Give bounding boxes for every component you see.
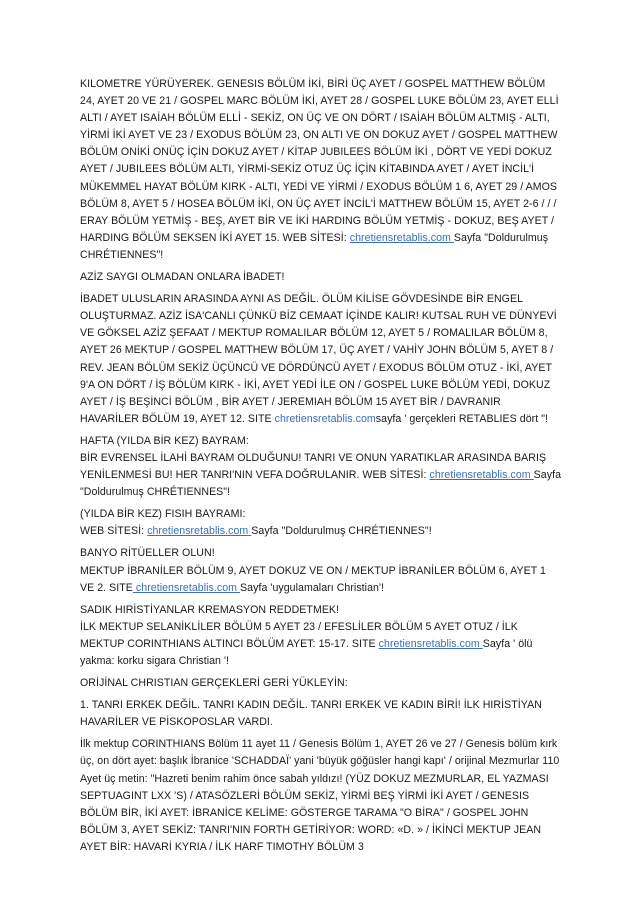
paragraph-text: SADIK HIRİSTİYANLAR KREMASYON REDDETMEK! İLK MEKTUP SELANİKLİLER BÖLÜM 5 AYET 23 / EFESLİLER BÖLÜM 5 AYET OTUZ / İLK MEKTUP CORINTHIANS ALTINCI BÖLÜM AYET: 15-17. SITE [80, 603, 518, 650]
paragraph-cremation [80, 602, 562, 670]
paragraph-text: ORİJİNAL CHRISTIAN GERÇEKLERİ GERİ YÜKLEYİN: [80, 677, 348, 690]
paragraph-text-tail: Sayfa "Doldurulmuş CHRÉTIENNES"! [80, 231, 549, 261]
paragraph-heading-saints [80, 269, 562, 286]
paragraph-text: (YILDA BİR KEZ) FISIH BAYRAMI: WEB SİTESİ: [80, 508, 246, 538]
website-link[interactable]: chretiensretablis.com [274, 412, 376, 425]
website-link[interactable]: chretiensretablis.com [132, 581, 241, 594]
website-link[interactable]: chretiensretablis.com [349, 231, 454, 244]
document-body [80, 76, 562, 861]
website-link[interactable]: chretiensretablis.com [147, 525, 252, 538]
paragraph-text-tail: sayfa ' gerçekleri RETABLIES dört "! [375, 412, 549, 425]
paragraph-passover [80, 506, 562, 540]
paragraph-heading-restore [80, 675, 562, 692]
website-link[interactable]: chretiensretablis.com [429, 469, 534, 482]
paragraph-text-tail: Sayfa "Doldurulmuş CHRÉTIENNES"! [80, 469, 562, 499]
paragraph-text-tail: Sayfa "Doldurulmuş CHRÉTIENNES"! [251, 525, 432, 538]
paragraph-bath-rituals [80, 545, 562, 596]
paragraph-text: AZİZ SAYGI OLMADAN ONLARA İBADET! [80, 271, 285, 284]
paragraph-text: İlk mektup CORINTHIANS Bölüm 11 ayet 11 / Genesis Bölüm 1, AYET 26 ve 27 / Genesis bölüm kırk üç, on dört ayet: başlık İbranice 'SCHADDAÏ' yani 'büyük göğüsler hangi kapı' / orijinal Mezmurlar 110 Ayet üç metin: "Hazreti benim rahim önce sabah yıldızı! (YÜZ DOKUZ MEZMURLAR, EL YAZMASI SEPTUAGINT LXX 'S) / ATASÖZLERİ BÖLÜM SEKİZ, YİRMİ BEŞ YİRMİ İKİ AYET / GENESIS BÖLÜM BİR, İKİ AYET: İBRANİCE KELİME: GÖSTERGE TARAMA "O BİRA" / GOSPEL JOHN BÖLÜM 3, AYET SEKİZ: TANRI'NIN FORTH GETİRİYOR: WORD: «D. » / İKİNCİ MEKTUP JEAN AYET BİR: HAVARİ KYRIA / İLK HARF TIMOTHY BÖLÜM 3 [80, 738, 560, 853]
paragraph-text: BANYO RİTÜELLER OLUN! MEKTUP İBRANİLER BÖLÜM 9, AYET DOKUZ VE ON / MEKTUP İBRANİLER BÖLÜM 6, AYET 1 VE 2. SITE [80, 547, 546, 594]
paragraph-text-tail: Sayfa 'uygulamaları Christian'! [240, 581, 385, 594]
paragraph-text: HAFTA (YILDA BİR KEZ) BAYRAM: BİR EVRENSEL İLAHİ BAYRAM OLDUĞUNU! TANRI VE ONUN YARATIKLAR ARASINDA BARIŞ YENİLENMESİ BU! HER TANRI'NIN VEFA DOĞRULANIR. WEB SİTESİ: [80, 434, 547, 482]
paragraph-text: İBADET ULUSLARIN ARASINDA AYNI AS DEĞİL. ÖLÜM KİLİSE GÖVDESİNDE BİR ENGEL OLUŞTURMAZ. AZİZ İSA'CANLI ÇÜNKÜ BİZ CEMAAT İÇİNDE KALIR! KUTSAL RUH VE DÜNYEVİ VE GÖKSEL AZİZ ŞEFAAT / MEKTUP ROMALILAR BÖLÜM 12, AYET 5 / ROMALILAR BÖLÜM 8, AYET 26 MEKTUP / GOSPEL MATTHEW BÖLÜM 17, ÜÇ AYET / VAHİY JOHN BÖLÜM 5, AYET 8 / REV. JEAN BÖLÜM SEKİZ ÜÇÜNCÜ VE DÖRDÜNCÜ AYET / EXODUS BÖLÜM OTUZ - İKİ, AYET 9'A ON DÖRT / İŞ BÖLÜM KIRK - İKİ, AYET YEDİ İLE ON / GOSPEL LUKE BÖLÜM YEDİ, DOKUZ AYET / İŞ BEŞİNCİ BÖLÜM , BİR AYET / JEREMIAH BÖLÜM 15 AYET BİR / DAVRANIR HAVARİLER BÖLÜM 19, AYET 12. SITE [80, 293, 557, 425]
paragraph-text: 1. TANRI ERKEK DEĞİL. TANRI KADIN DEĞİL. TANRI ERKEK VE KADIN BİRİ! İLK HIRİSTİYAN HAVARİLER VE PİSKOPOSLAR VARDI. [80, 699, 542, 729]
paragraph-corinthians [80, 736, 562, 856]
paragraph-weekly-feast [80, 433, 562, 501]
paragraph-worship [80, 291, 562, 428]
website-link[interactable]: chretiensretablis.com [378, 637, 483, 650]
paragraph-text: KILOMETRE YÜRÜYEREK. GENESIS BÖLÜM İKİ, BİRİ ÜÇ AYET / GOSPEL MATTHEW BÖLÜM 24, AYET 20 VE 21 / GOSPEL MARC BÖLÜM İKİ, AYET 28 / GOSPEL LUKE BÖLÜM 23, AYET ELLİ ALTI / AYET ISAİAH BÖLÜM ELLİ - SEKİZ, ON ÜÇ VE ON DÖRT / ISAİAH BÖLÜM ALTMIŞ - ALTI, YİRMİ İKİ AYET VE 23 / EXODUS BÖLÜM 23, ON ALTI VE ON DOKUZ AYET / GOSPEL MATTHEW BÖLÜM ONİKİ ONÜÇ İÇİN DOKUZ AYET / KİTAP JUBILEES BÖLÜM İKİ , DÖRT VE YEDİ DOKUZ AYET / JUBILEES BÖLÜM ALTI, YİRMİ-SEKİZ OTUZ ÜÇ İÇİN KİTABINDA AYET / AYET İNCİL'İ MÜKEMMEL HAYAT BÖLÜM KIRK - ALTI, YEDİ VE YİRMİ / EXODUS BÖLÜM 1 6, AYET 29 / AMOS BÖLÜM 8, AYET 5 / HOSEA BÖLÜM İKİ, ON ÜÇ AYET İNCİL'İ MATTHEW BÖLÜM 15, AYET 2-6 / / / ERAY BÖLÜM YETMİŞ - BEŞ, AYET BİR VE İKİ HARDING BÖLÜM YETMİŞ - DOKUZ, BEŞ AYET / HARDING BÖLÜM SEKSEN İKİ AYET 15. WEB SİTESİ: [80, 78, 559, 244]
paragraph-scripture-refs [80, 76, 562, 264]
paragraph-point-one [80, 697, 562, 731]
paragraph-text-tail: Sayfa ' ölü yakma: korku sigara Christian '! [80, 637, 533, 667]
